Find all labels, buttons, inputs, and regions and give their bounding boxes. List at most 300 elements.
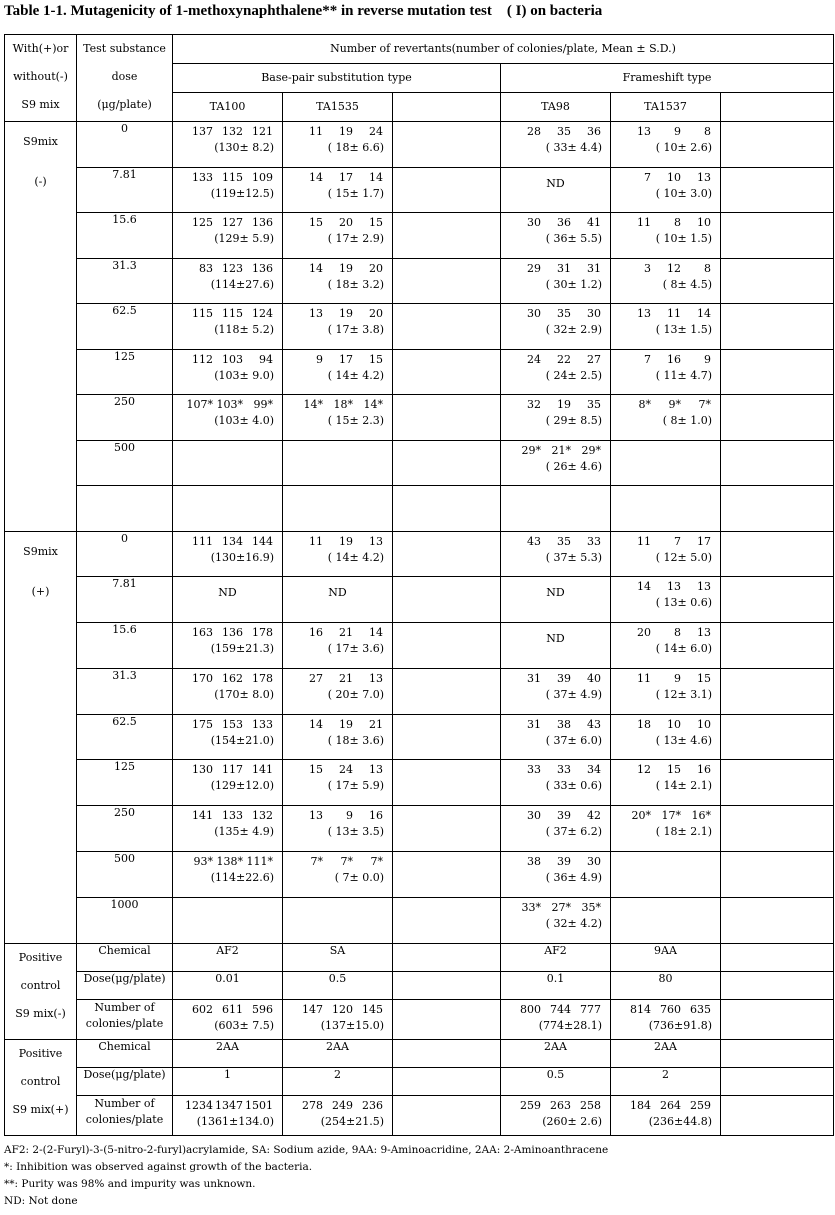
- strain-header: [721, 93, 834, 122]
- plate-count: 9: [704, 352, 711, 366]
- plate-count: 20: [369, 261, 383, 275]
- count-cell: [283, 668, 393, 714]
- plate-count: 258: [580, 1098, 601, 1112]
- count-cell: [501, 999, 611, 1039]
- plate-count: 19: [339, 125, 353, 138]
- plate-count: 21: [369, 717, 383, 731]
- count-cell: [283, 349, 393, 395]
- plate-count: 7: [644, 170, 651, 184]
- count-cell: [283, 623, 393, 669]
- plate-count: 264: [660, 1098, 681, 1112]
- strain-header: TA98: [501, 93, 611, 122]
- count-cell: [393, 1095, 501, 1135]
- plate-count: 28: [527, 125, 541, 138]
- plate-count: 13: [697, 626, 711, 640]
- plate-count: 39: [557, 671, 571, 685]
- plate-count: 259: [690, 1098, 711, 1112]
- colony-counts: [283, 122, 392, 156]
- dose-value: 0.01: [173, 971, 283, 999]
- mean-sd: ( 10± 1.5): [655, 232, 712, 245]
- colony-counts: [173, 395, 282, 429]
- plate-count: 42: [587, 809, 601, 823]
- count-cell: [283, 167, 393, 213]
- plate-count: 41: [587, 216, 601, 229]
- plate-count: 14: [309, 717, 323, 731]
- s9-condition-label: [5, 122, 77, 532]
- colony-counts: [173, 669, 282, 703]
- plate-count: 800: [520, 1002, 541, 1016]
- count-cell: [173, 806, 283, 852]
- colony-counts: [611, 304, 720, 338]
- mean-sd: (114±27.6): [210, 277, 274, 291]
- plate-count: 15: [309, 216, 323, 229]
- plate-count: 13: [309, 307, 323, 320]
- dose-cell: 500: [77, 440, 173, 486]
- mean-sd: ( 18± 2.1): [655, 825, 712, 839]
- count-cell: [283, 213, 393, 259]
- count-cell: [393, 304, 501, 350]
- plate-count: 10: [697, 717, 711, 731]
- count-cell: [501, 852, 611, 898]
- plate-count: 115: [222, 170, 243, 184]
- plate-count: 138*: [216, 855, 243, 869]
- text-line: S9mix: [23, 544, 58, 558]
- plate-count: 14: [369, 170, 383, 184]
- count-cell: [501, 577, 611, 623]
- count-cell: [721, 999, 834, 1039]
- text-line: colonies/plate: [85, 1112, 164, 1126]
- colony-counts: [501, 213, 610, 247]
- count-cell: [721, 1095, 834, 1135]
- data-row: [5, 897, 834, 943]
- dose-cell: 15.6: [77, 213, 173, 259]
- plate-count: 814: [630, 1002, 651, 1016]
- plate-count: 43: [527, 534, 541, 548]
- mean-sd: ( 30± 1.2): [545, 277, 602, 291]
- plate-count: 19: [339, 261, 353, 275]
- plate-count: 170: [192, 671, 213, 685]
- dose-cell: 62.5: [77, 304, 173, 350]
- count-cell: [173, 531, 283, 577]
- dose-cell: 31.3: [77, 258, 173, 304]
- plate-count: 8*: [638, 398, 651, 411]
- plate-count: 94: [259, 352, 273, 366]
- count-cell: [393, 486, 501, 532]
- plate-count: 13: [369, 671, 383, 685]
- data-row: [5, 349, 834, 395]
- plate-count: 29: [527, 261, 541, 275]
- plate-count: 141: [252, 763, 273, 777]
- number-label: [77, 1095, 173, 1135]
- colony-counts: [611, 350, 720, 384]
- count-cell: [501, 258, 611, 304]
- plate-count: 263: [550, 1098, 571, 1112]
- mean-sd: ( 17± 3.6): [327, 642, 384, 656]
- plate-count: 31: [557, 261, 571, 275]
- colony-counts: [283, 1000, 392, 1034]
- text-line: (μg/plate): [97, 98, 152, 111]
- positive-control-label: [5, 943, 77, 1039]
- plate-count: 596: [252, 1002, 273, 1016]
- plate-count: 19: [339, 717, 353, 731]
- plate-count: 43: [587, 717, 601, 731]
- plate-count: 22: [557, 352, 571, 366]
- text-line: Number of: [94, 1000, 155, 1014]
- count-cell: [721, 668, 834, 714]
- colony-counts: [173, 122, 282, 156]
- plate-count: 39: [557, 809, 571, 823]
- positive-control-label: [5, 1039, 77, 1135]
- data-row: [5, 213, 834, 259]
- count-cell: [173, 714, 283, 760]
- mean-sd: (119±12.5): [210, 186, 274, 200]
- plate-count: 9: [674, 671, 681, 685]
- mean-sd: (159±21.3): [210, 642, 274, 656]
- mean-sd: ( 18± 6.6): [327, 141, 384, 154]
- plate-count: 9*: [668, 398, 681, 411]
- plate-count: 141: [192, 809, 213, 823]
- colony-counts: [173, 213, 282, 247]
- chemical-label: Chemical: [77, 1039, 173, 1067]
- count-cell: [283, 852, 393, 898]
- plate-count: 760: [660, 1002, 681, 1016]
- count-cell: [173, 258, 283, 304]
- count-cell: [501, 897, 611, 943]
- plate-count: 11: [667, 307, 681, 320]
- text-line: Test substance: [83, 42, 166, 55]
- data-row: [5, 486, 834, 532]
- colony-counts: [611, 760, 720, 794]
- plate-count: 8: [704, 261, 711, 275]
- mean-sd: (103± 9.0): [214, 368, 274, 382]
- dose-cell: 0: [77, 531, 173, 577]
- dose-value: 0.1: [501, 971, 611, 999]
- text-line: S9 mix: [21, 98, 60, 111]
- plate-count: 19: [339, 534, 353, 548]
- mean-sd: ( 15± 1.7): [327, 186, 384, 200]
- mean-sd: (135± 4.9): [214, 825, 274, 839]
- count-cell: [173, 1095, 283, 1135]
- count-cell: [611, 213, 721, 259]
- plate-count: 8: [674, 626, 681, 640]
- count-cell: [611, 349, 721, 395]
- colony-counts: [173, 623, 282, 657]
- mean-sd: (774±28.1): [538, 1018, 602, 1032]
- plate-count: 120: [332, 1002, 353, 1016]
- count-cell: [721, 258, 834, 304]
- plate-count: 133: [252, 717, 273, 731]
- mean-sd: ( 18± 3.2): [327, 277, 384, 291]
- frameshift-header: Frameshift type: [501, 64, 834, 93]
- count-cell: [173, 623, 283, 669]
- mean-sd: ( 36± 5.5): [545, 232, 602, 245]
- text-line: With(+)or: [12, 42, 69, 55]
- mean-sd: (130± 8.2): [214, 141, 274, 154]
- dose-value: 1: [173, 1067, 283, 1095]
- plate-count: 30: [587, 855, 601, 869]
- plate-count: 19: [339, 307, 353, 320]
- colony-counts: [611, 532, 720, 566]
- mean-sd: ( 37± 4.9): [545, 687, 602, 701]
- plate-count: 147: [302, 1002, 323, 1016]
- colony-counts: [283, 852, 392, 886]
- colony-counts: [611, 168, 720, 202]
- mean-sd: (736±91.8): [648, 1018, 712, 1032]
- dose-cell: 62.5: [77, 714, 173, 760]
- mean-sd: ( 14± 4.2): [327, 550, 384, 564]
- plate-count: 103*: [216, 398, 243, 411]
- positive-control-row: [5, 1095, 834, 1135]
- count-cell: [173, 999, 283, 1039]
- dose-cell: 500: [77, 852, 173, 898]
- colony-counts: [283, 715, 392, 749]
- plate-count: 117: [222, 763, 243, 777]
- count-cell: [611, 258, 721, 304]
- plate-count: 10: [667, 717, 681, 731]
- colony-counts: [173, 168, 282, 202]
- data-row: [5, 577, 834, 623]
- plate-count: 36: [587, 125, 601, 138]
- plate-count: 14: [309, 261, 323, 275]
- mean-sd: ( 10± 3.0): [655, 186, 712, 200]
- positive-control-row: [5, 971, 834, 999]
- dose-value: 2: [283, 1067, 393, 1095]
- colony-counts: [283, 304, 392, 338]
- plate-count: 27: [309, 671, 323, 685]
- plate-count: 19: [557, 398, 571, 411]
- text-line: control: [20, 1074, 61, 1088]
- text-line: S9 mix(+): [12, 1102, 69, 1116]
- plate-count: 602: [192, 1002, 213, 1016]
- count-cell: [611, 440, 721, 486]
- colony-counts: [173, 304, 282, 338]
- plate-count: 17: [339, 170, 353, 184]
- plate-count: 36: [557, 216, 571, 229]
- count-cell: [283, 999, 393, 1039]
- count-cell: [173, 349, 283, 395]
- text-line: Number of: [94, 1096, 155, 1110]
- plate-count: 35: [587, 398, 601, 411]
- dose-cell: 250: [77, 395, 173, 441]
- count-cell: [501, 122, 611, 168]
- count-cell: [721, 167, 834, 213]
- count-cell: [173, 213, 283, 259]
- plate-count: 7: [644, 352, 651, 366]
- count-cell: [173, 668, 283, 714]
- count-cell: [283, 122, 393, 168]
- plate-count: 40: [587, 671, 601, 685]
- plate-count: 130: [192, 763, 213, 777]
- plate-count: 35: [557, 534, 571, 548]
- chemical-label: Chemical: [77, 943, 173, 971]
- chemical-name: [393, 943, 501, 971]
- count-cell: [501, 806, 611, 852]
- mean-sd: ( 14± 4.2): [327, 368, 384, 382]
- colony-counts: [283, 532, 392, 566]
- count-cell: [611, 852, 721, 898]
- data-row: [5, 167, 834, 213]
- mean-sd: ( 17± 2.9): [327, 232, 384, 245]
- chemical-name: 2AA: [173, 1039, 283, 1067]
- dose-value: [393, 1067, 501, 1095]
- chemical-name: 9AA: [611, 943, 721, 971]
- count-cell: [721, 349, 834, 395]
- plate-count: 115: [192, 307, 213, 320]
- plate-count: 17: [697, 534, 711, 548]
- plate-count: 35: [557, 125, 571, 138]
- mean-sd: ( 8± 4.5): [662, 277, 712, 291]
- colony-counts: [501, 532, 610, 566]
- plate-count: 1501: [245, 1098, 273, 1112]
- mean-sd: (137±15.0): [320, 1018, 384, 1032]
- plate-count: 27*: [551, 900, 571, 914]
- dose-cell: 15.6: [77, 623, 173, 669]
- count-cell: [173, 852, 283, 898]
- count-cell: [721, 714, 834, 760]
- text-line: S9mix: [23, 135, 58, 148]
- colony-counts: [611, 213, 720, 247]
- count-cell: [393, 668, 501, 714]
- mean-sd: ( 17± 5.9): [327, 779, 384, 793]
- count-cell: [501, 395, 611, 441]
- mean-sd: (130±16.9): [210, 550, 274, 564]
- mean-sd: (236±44.8): [648, 1114, 712, 1128]
- footnote: AF2: 2-(2-Furyl)-3-(5-nitro-2-furyl)acrylamide, SA: Sodium azide, 9AA: 9-Aminoacridine, 2AA: 2-Aminoanthracene: [4, 1144, 609, 1156]
- plate-count: 14: [697, 307, 711, 320]
- count-cell: [393, 258, 501, 304]
- plate-count: 11: [637, 534, 651, 548]
- plate-count: 16: [369, 809, 383, 823]
- plate-count: 134: [222, 534, 243, 548]
- plate-count: 162: [222, 671, 243, 685]
- dose-cell: 125: [77, 760, 173, 806]
- colony-counts: [611, 1096, 720, 1130]
- s9-mix-header: [5, 35, 77, 122]
- count-cell: [283, 304, 393, 350]
- mean-sd: (118± 5.2): [214, 323, 274, 336]
- colony-counts: [611, 669, 720, 703]
- plate-count: 112: [192, 352, 213, 366]
- plate-count: 178: [252, 671, 273, 685]
- count-cell: [283, 395, 393, 441]
- plate-count: 31: [527, 717, 541, 731]
- mean-sd: ( 8± 1.0): [662, 414, 712, 427]
- count-cell: [611, 167, 721, 213]
- colony-counts: [283, 350, 392, 384]
- plate-count: 13: [697, 170, 711, 184]
- count-cell: [393, 897, 501, 943]
- text-line: (-): [34, 175, 47, 188]
- not-done: ND: [546, 586, 565, 600]
- count-cell: [721, 440, 834, 486]
- plate-count: 163: [192, 626, 213, 640]
- colony-counts: [501, 669, 610, 703]
- colony-counts: [611, 259, 720, 293]
- mean-sd: ( 12± 5.0): [655, 550, 712, 564]
- count-cell: [721, 897, 834, 943]
- plate-count: 29*: [581, 443, 601, 457]
- footnote: ND: Not done: [4, 1195, 78, 1207]
- count-cell: [393, 349, 501, 395]
- count-cell: [501, 623, 611, 669]
- colony-counts: [611, 806, 720, 840]
- count-cell: [173, 897, 283, 943]
- count-cell: [393, 577, 501, 623]
- mean-sd: ( 7± 0.0): [334, 871, 384, 885]
- plate-count: 184: [630, 1098, 651, 1112]
- positive-control-row: [5, 999, 834, 1039]
- mutagenicity-table: [4, 34, 834, 1136]
- count-cell: [393, 213, 501, 259]
- colony-counts: [283, 395, 392, 429]
- chemical-name: SA: [283, 943, 393, 971]
- mean-sd: ( 13± 3.5): [327, 825, 384, 839]
- chemical-name: AF2: [501, 943, 611, 971]
- data-row: [5, 623, 834, 669]
- plate-count: 278: [302, 1098, 323, 1112]
- mean-sd: ( 36± 4.9): [545, 871, 602, 885]
- mean-sd: ( 14± 6.0): [655, 642, 712, 656]
- plate-count: 30: [527, 216, 541, 229]
- plate-count: 13: [369, 763, 383, 777]
- plate-count: 8: [704, 125, 711, 138]
- mean-sd: ( 20± 7.0): [327, 687, 384, 701]
- colony-counts: [501, 898, 610, 932]
- mean-sd: (154±21.0): [210, 733, 274, 747]
- count-cell: [611, 714, 721, 760]
- mean-sd: ( 11± 4.7): [655, 368, 712, 382]
- plate-count: 635: [690, 1002, 711, 1016]
- mean-sd: ( 32± 2.9): [545, 323, 602, 336]
- count-cell: [283, 897, 393, 943]
- data-row: [5, 304, 834, 350]
- colony-counts: [501, 1000, 610, 1034]
- plate-count: 136: [252, 261, 273, 275]
- count-cell: [393, 852, 501, 898]
- text-line: S9 mix(-): [15, 1006, 66, 1020]
- colony-counts: [501, 304, 610, 338]
- plate-count: 18: [637, 717, 651, 731]
- count-cell: [721, 213, 834, 259]
- plate-count: 7*: [698, 398, 711, 411]
- count-cell: [501, 668, 611, 714]
- count-cell: [721, 806, 834, 852]
- plate-count: 15: [697, 671, 711, 685]
- data-row: [5, 395, 834, 441]
- table-title: Table 1-1. Mutagenicity of 1-methoxynaphthalene** in reverse mutation test ( I) on bacteria: [4, 3, 603, 19]
- mean-sd: (114±22.6): [210, 871, 274, 885]
- plate-count: 38: [557, 717, 571, 731]
- colony-counts: [283, 213, 392, 247]
- mean-sd: ( 10± 2.6): [655, 141, 712, 154]
- plate-count: 30: [587, 307, 601, 320]
- dose-cell: 7.81: [77, 167, 173, 213]
- plate-count: 27: [587, 352, 601, 366]
- count-cell: [721, 122, 834, 168]
- count-cell: [173, 577, 283, 623]
- plate-count: 15: [369, 216, 383, 229]
- s9-condition-label: [5, 531, 77, 943]
- count-cell: [393, 531, 501, 577]
- mean-sd: ( 13± 0.6): [655, 596, 712, 610]
- count-cell: [721, 486, 834, 532]
- mean-sd: ( 29± 8.5): [545, 414, 602, 427]
- plate-count: 3: [644, 261, 651, 275]
- count-cell: [611, 577, 721, 623]
- not-done: ND: [218, 586, 237, 600]
- dose-value: 0.5: [501, 1067, 611, 1095]
- plate-count: 15: [667, 763, 681, 777]
